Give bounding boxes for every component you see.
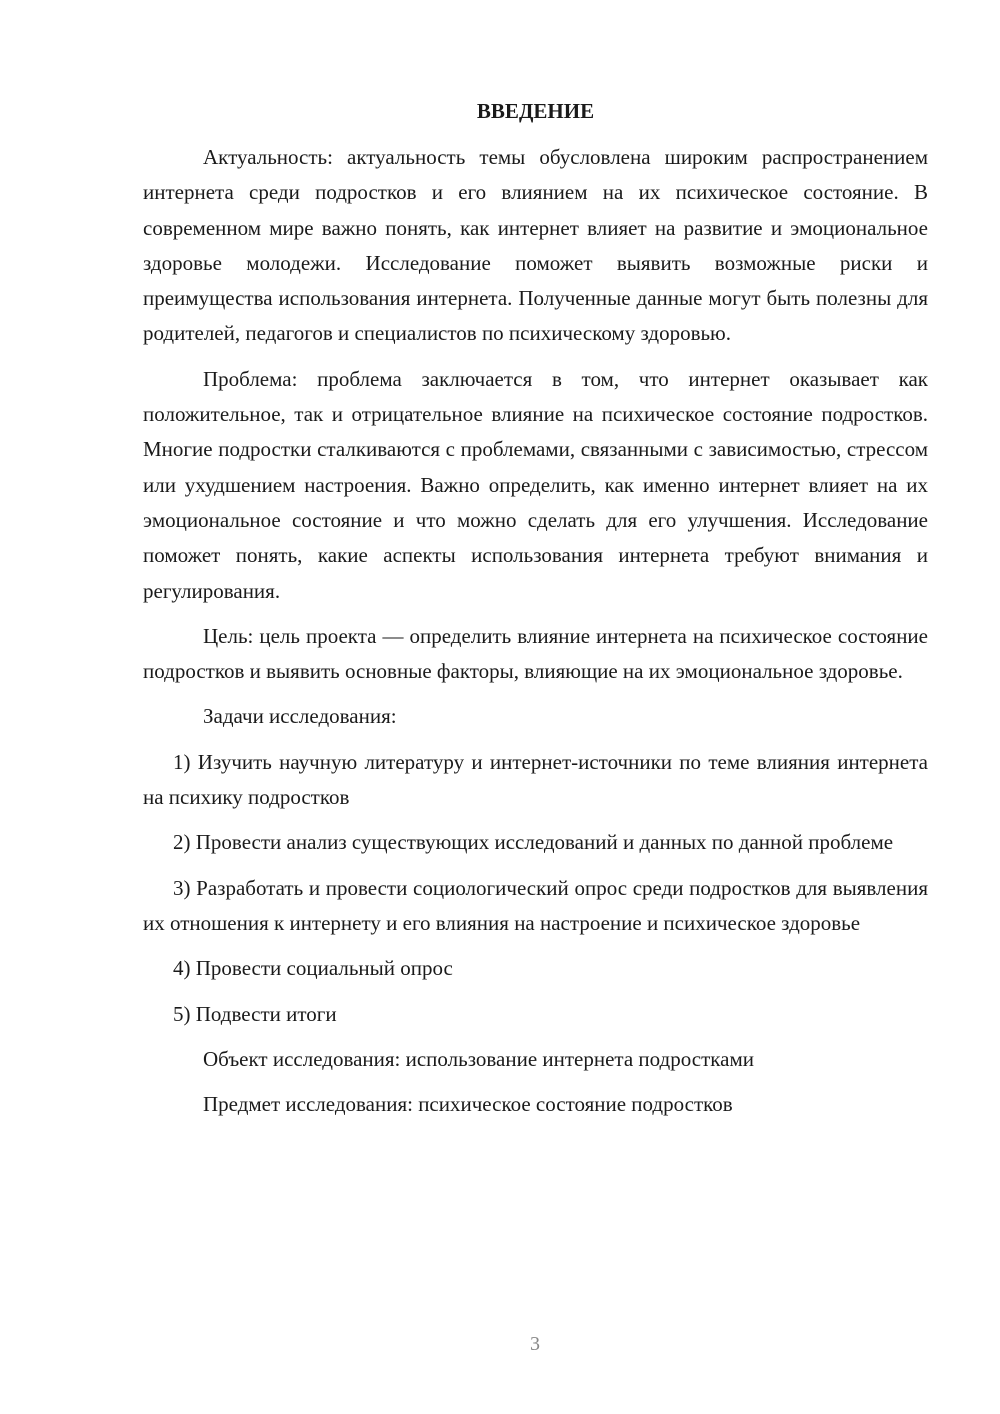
page-number: 3 (530, 1333, 540, 1355)
task-item-1: 1) Изучить научную литературу и интернет-источники по теме влияния интернета на психику подростков (143, 749, 928, 810)
paragraph-goal: Цель: цель проекта — определить влияние интернета на психическое состояние подростков и выявить основные факторы, влияющие на их эмоциональное здоровье. (143, 623, 928, 684)
paragraph-relevance: Актуальность: актуальность темы обусловлена широким распространением интернета среди подростков и его влиянием на их психическое состояние. В современном мире важно понять, как интернет влияет на развитие и эмоциональное здоровье молодежи. Исследование поможет выявить возможные риски и преимущества использования интернета. Полученные данные могут быть полезны для родителей, педагогов и специалистов по психическому здоровью. (143, 145, 928, 346)
page-content (143, 96, 928, 1132)
task-item-4: 4) Провести социальный опрос (173, 956, 453, 981)
page-title: ВВЕДЕНИЕ (476, 99, 595, 123)
paragraph-problem: Проблема: проблема заключается в том, что интернет оказывает как положительное, так и отрицательное влияние на психическое состояние подростков. Многие подростки сталкиваются с проблемами, связанными с зависимостью, стрессом или ухудшением настроения. Важно определить, как именно интернет влияет на их эмоциональное состояние и что можно сделать для его улучшения. Исследование поможет понять, какие аспекты использования интернета требуют внимания и регулирования. (143, 366, 928, 603)
task-item-2: 2) Провести анализ существующих исследований и данных по данной проблеме (173, 830, 894, 855)
research-object: Объект исследования: использование интернета подростками (203, 1046, 754, 1071)
task-item-3: 3) Разработать и провести социологический опрос среди подростков для выявления их отношения к интернету и его влияния на настроение и психическое здоровье (143, 875, 928, 935)
research-subject: Предмет исследования: психическое состояние подростков (203, 1092, 733, 1117)
tasks-heading: Задачи исследования: (203, 704, 397, 729)
task-item-5: 5) Подвести итоги (173, 1001, 337, 1026)
